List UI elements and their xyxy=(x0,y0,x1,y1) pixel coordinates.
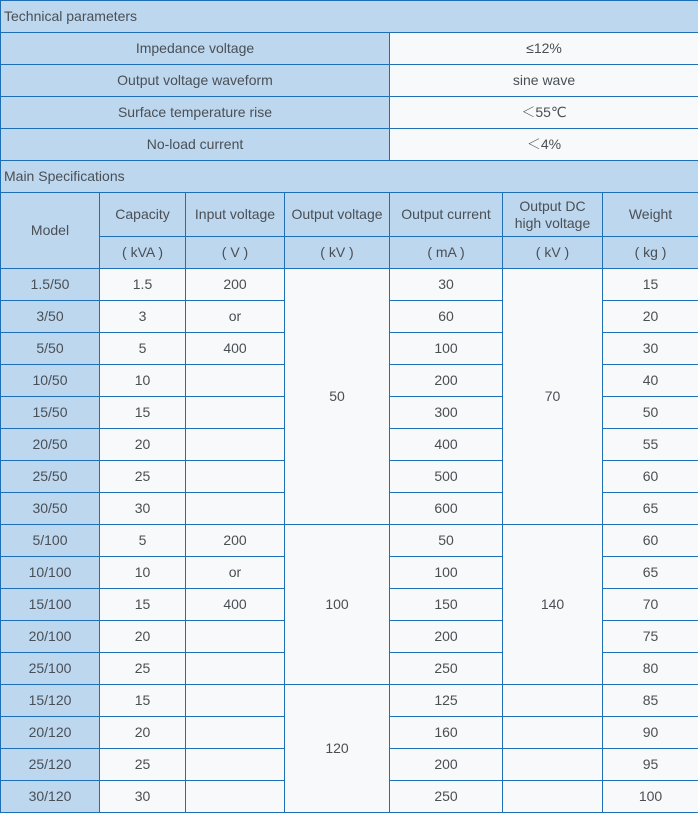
cell-current: 100 xyxy=(390,557,503,589)
cell-current: 500 xyxy=(390,461,503,493)
cell-current: 125 xyxy=(390,685,503,717)
section-title: Technical parameters xyxy=(1,1,698,33)
table-row xyxy=(1,525,698,557)
unit-input-voltage: ( V ) xyxy=(186,237,285,269)
cell-weight: 65 xyxy=(603,493,698,525)
cell-capacity: 30 xyxy=(100,493,186,525)
cell-output-dc: 70 xyxy=(503,269,603,525)
cell-output-dc xyxy=(503,749,603,781)
cell-output-dc xyxy=(503,685,603,717)
cell-output-voltage: 100 xyxy=(285,525,390,685)
cell-model: 10/50 xyxy=(1,365,100,397)
cell-input: 400 xyxy=(186,333,285,365)
cell-input xyxy=(186,653,285,685)
unit-output-dc: ( kV ) xyxy=(503,237,603,269)
param-value: ＜55℃ xyxy=(390,97,698,129)
cell-weight: 75 xyxy=(603,621,698,653)
cell-model: 20/120 xyxy=(1,717,100,749)
cell-input xyxy=(186,461,285,493)
table-row xyxy=(1,685,698,717)
cell-weight: 100 xyxy=(603,781,698,813)
param-row xyxy=(1,33,698,65)
cell-current: 300 xyxy=(390,397,503,429)
cell-input xyxy=(186,429,285,461)
cell-output-dc xyxy=(503,717,603,749)
cell-model: 15/50 xyxy=(1,397,100,429)
cell-model: 25/100 xyxy=(1,653,100,685)
cell-input xyxy=(186,781,285,813)
cell-current: 150 xyxy=(390,589,503,621)
section-header-technical xyxy=(1,1,698,33)
cell-weight: 20 xyxy=(603,301,698,333)
col-header-output-current: Output current xyxy=(390,193,503,237)
cell-current: 100 xyxy=(390,333,503,365)
cell-weight: 50 xyxy=(603,397,698,429)
cell-current: 160 xyxy=(390,717,503,749)
col-header-weight: Weight xyxy=(603,193,698,237)
unit-row xyxy=(1,237,698,269)
cell-weight: 55 xyxy=(603,429,698,461)
cell-model: 5/100 xyxy=(1,525,100,557)
cell-capacity: 25 xyxy=(100,461,186,493)
cell-model: 1.5/50 xyxy=(1,269,100,301)
param-label: Output voltage waveform xyxy=(1,65,390,97)
cell-capacity: 15 xyxy=(100,589,186,621)
cell-input: 400 xyxy=(186,589,285,621)
cell-input xyxy=(186,749,285,781)
col-header-input-voltage: Input voltage xyxy=(186,193,285,237)
unit-output-voltage: ( kV ) xyxy=(285,237,390,269)
cell-weight: 80 xyxy=(603,653,698,685)
cell-output-voltage: 120 xyxy=(285,685,390,813)
cell-weight: 60 xyxy=(603,525,698,557)
cell-capacity: 15 xyxy=(100,397,186,429)
cell-model: 30/50 xyxy=(1,493,100,525)
cell-model: 5/50 xyxy=(1,333,100,365)
cell-input xyxy=(186,621,285,653)
cell-capacity: 20 xyxy=(100,621,186,653)
cell-model: 15/100 xyxy=(1,589,100,621)
cell-model: 20/100 xyxy=(1,621,100,653)
cell-model: 30/120 xyxy=(1,781,100,813)
col-header-model: Model xyxy=(1,193,100,269)
cell-capacity: 30 xyxy=(100,781,186,813)
param-label: Surface temperature rise xyxy=(1,97,390,129)
cell-weight: 40 xyxy=(603,365,698,397)
cell-capacity: 5 xyxy=(100,333,186,365)
param-value: ≤12% xyxy=(390,33,698,65)
cell-current: 200 xyxy=(390,749,503,781)
cell-model: 3/50 xyxy=(1,301,100,333)
cell-input xyxy=(186,685,285,717)
param-label: Impedance voltage xyxy=(1,33,390,65)
cell-capacity: 15 xyxy=(100,685,186,717)
cell-output-dc xyxy=(503,781,603,813)
param-value: sine wave xyxy=(390,65,698,97)
cell-output-dc: 140 xyxy=(503,525,603,685)
cell-weight: 95 xyxy=(603,749,698,781)
param-row xyxy=(1,97,698,129)
cell-weight: 90 xyxy=(603,717,698,749)
cell-input: 200 xyxy=(186,525,285,557)
cell-current: 60 xyxy=(390,301,503,333)
cell-input: or xyxy=(186,301,285,333)
cell-current: 250 xyxy=(390,781,503,813)
cell-capacity: 3 xyxy=(100,301,186,333)
cell-current: 200 xyxy=(390,365,503,397)
cell-current: 50 xyxy=(390,525,503,557)
cell-capacity: 1.5 xyxy=(100,269,186,301)
cell-capacity: 10 xyxy=(100,365,186,397)
cell-output-voltage: 50 xyxy=(285,269,390,525)
cell-current: 400 xyxy=(390,429,503,461)
cell-current: 200 xyxy=(390,621,503,653)
cell-model: 10/100 xyxy=(1,557,100,589)
cell-input: or xyxy=(186,557,285,589)
cell-capacity: 5 xyxy=(100,525,186,557)
cell-weight: 65 xyxy=(603,557,698,589)
cell-input xyxy=(186,397,285,429)
unit-capacity: ( kVA ) xyxy=(100,237,186,269)
cell-weight: 60 xyxy=(603,461,698,493)
cell-weight: 70 xyxy=(603,589,698,621)
col-header-output-dc-line1: Output DC xyxy=(519,197,586,214)
param-value: ＜4% xyxy=(390,129,698,161)
cell-capacity: 10 xyxy=(100,557,186,589)
col-header-output-dc xyxy=(503,193,603,237)
param-label: No-load current xyxy=(1,129,390,161)
cell-capacity: 25 xyxy=(100,749,186,781)
col-header-output-voltage: Output voltage xyxy=(285,193,390,237)
cell-input: 200 xyxy=(186,269,285,301)
column-header-row xyxy=(1,193,698,237)
table-row xyxy=(1,269,698,301)
cell-input xyxy=(186,717,285,749)
cell-capacity: 20 xyxy=(100,717,186,749)
param-row xyxy=(1,65,698,97)
param-row xyxy=(1,129,698,161)
cell-model: 25/50 xyxy=(1,461,100,493)
unit-weight: ( kg ) xyxy=(603,237,698,269)
cell-model: 15/120 xyxy=(1,685,100,717)
cell-input xyxy=(186,365,285,397)
cell-current: 600 xyxy=(390,493,503,525)
cell-current: 30 xyxy=(390,269,503,301)
unit-output-current: ( mA ) xyxy=(390,237,503,269)
cell-model: 20/50 xyxy=(1,429,100,461)
section-header-main xyxy=(1,161,698,193)
section-title: Main Specifications xyxy=(1,161,698,193)
cell-weight: 15 xyxy=(603,269,698,301)
cell-capacity: 25 xyxy=(100,653,186,685)
cell-weight: 30 xyxy=(603,333,698,365)
col-header-output-dc-line2: high voltage xyxy=(514,214,591,231)
col-header-capacity: Capacity xyxy=(100,193,186,237)
cell-weight: 85 xyxy=(603,685,698,717)
cell-capacity: 20 xyxy=(100,429,186,461)
cell-input xyxy=(186,493,285,525)
cell-model: 25/120 xyxy=(1,749,100,781)
cell-current: 250 xyxy=(390,653,503,685)
